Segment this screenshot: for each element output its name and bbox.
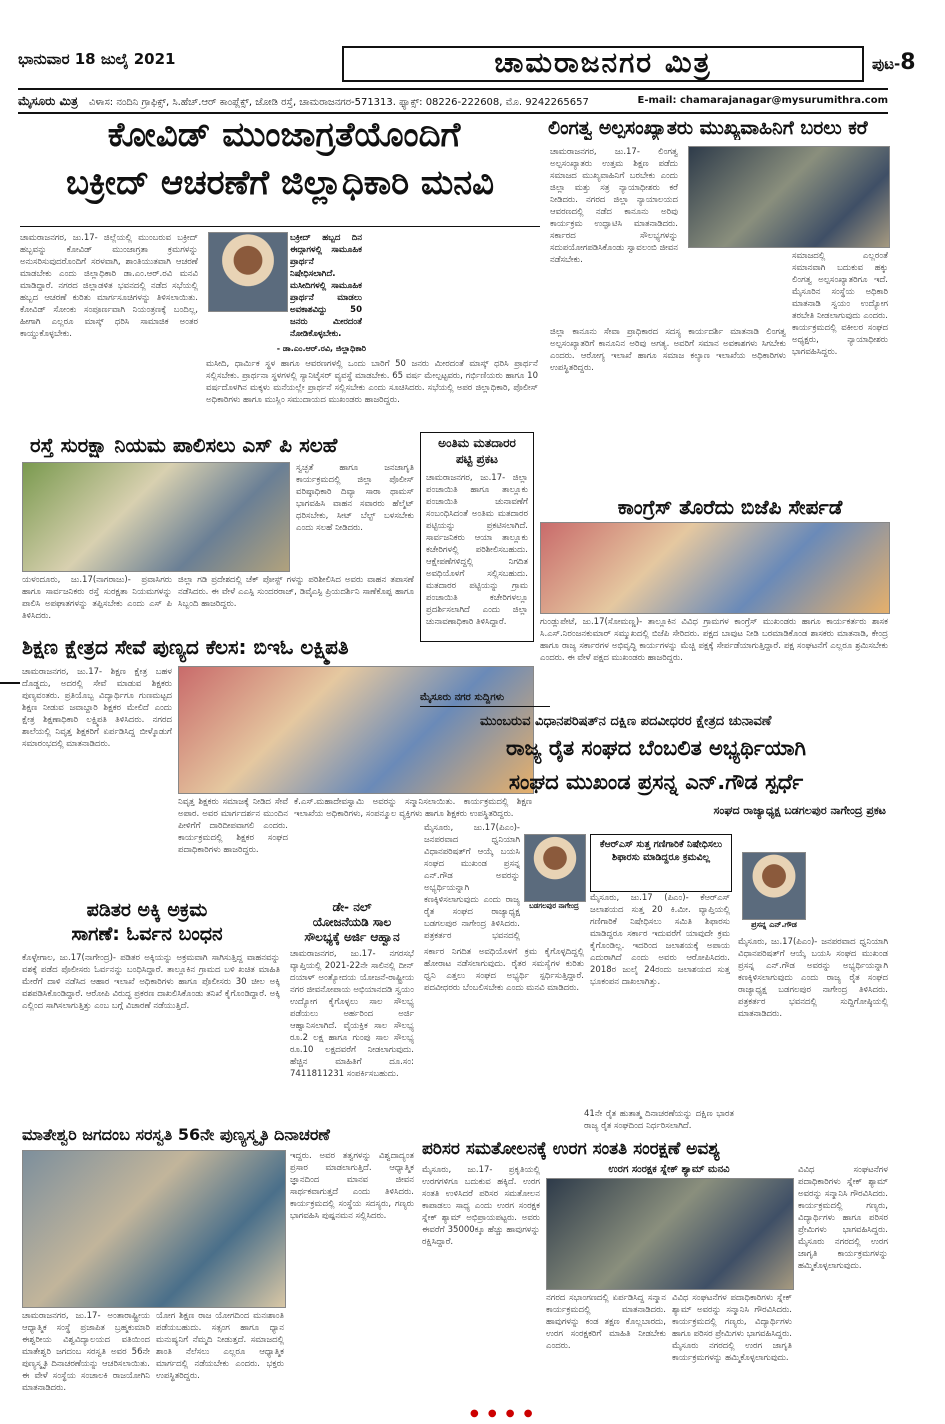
page-number	[872, 50, 916, 75]
krs-mining-box: ಕೆಆರ್‌ಎಸ್ ಸುತ್ತ ಗಣಿಗಾರಿಕೆ ನಿಷೇಧಿಸಲು ಶಿಫಾರಸು ಮಾಡಿದ್ದರೂ ಕ್ರಮವಿಲ್ಲ	[590, 834, 732, 892]
covid-headline-1: ಕೋವಿಡ್ ಮುಂಜಾಗ್ರತೆಯೊಂದಿಗೆ	[107, 115, 461, 155]
lingatta-body-3: ಸಮಾಜದಲ್ಲಿ ಎಲ್ಲರಂತೆ ಸಮಾನವಾಗಿ ಬದುಕುವ ಹಕ್ಕು ಲಿಂಗತ್ವ ಅಲ್ಪಸಂಖ್ಯಾತರಿಗೂ ಇದೆ. ಮೈಸೂರಿನ ಸಂಸ್ಥೆಯ ಅಧಿಕಾರಿ ಮಾತನಾಡಿ ಸ್ವಯಂ ಉದ್ಯೋಗ ತರಬೇತಿ ನೀಡಲಾಗುವುದು ಎಂದರು. ಕಾರ್ಯಕ್ರಮದಲ್ಲಿ ವಕೀಲರ ಸಂಘದ ಅಧ್ಯಕ್ಷರು, ನ್ಯಾಯಾಧೀಶರು ಭಾಗವಹಿಸಿದ್ದರು.	[792, 251, 888, 357]
road-safety-body-2: ಜಿಲ್ಲಾ ಗಡಿ ಪ್ರದೇಶದಲ್ಲಿ ಚೆಕ್ ಪೋಸ್ಟ್ ಗಳನ್ನು ಪರಿಶೀಲಿಸಿದ ಅವರು ವಾಹನ ತಪಾಸಣೆ ನಡೆಸಿದರು. ಈ ವೇಳೆ ಎಎಸ್ಪಿ ಸುಂದರರಾಜ್, ಡಿವೈಎಸ್ಪಿ ಪ್ರಿಯದರ್ಶಿನಿ ಸಾಣೆಕೊಪ್ಪ ಹಾಗೂ ಸಿಬ್ಬಂದಿ ಹಾಜರಿದ್ದರು.	[178, 575, 414, 609]
raitha-sangha-body-2: ಮೈಸೂರು, ಜು.17 (ಪಿಎಂ)- ಕೆಆರ್‌ಎಸ್ ಜಲಾಶಯದ ಸುತ್ತ 20 ಕಿ.ಮೀ. ವ್ಯಾಪ್ತಿಯಲ್ಲಿ ಗಣಿಗಾರಿಕೆ ನಿಷೇಧಿಸಲು ಸಮಿತಿ ಶಿಫಾರಸು ಮಾಡಿದ್ದರೂ ಸರ್ಕಾರ ಇದುವರೆಗೆ ಯಾವುದೇ ಕ್ರಮ ಕೈಗೊಂಡಿಲ್ಲ. ಇದರಿಂದ ಜಲಾಶಯಕ್ಕೆ ಅಪಾಯ ಎದುರಾಗಿದೆ ಎಂದು ಅವರು ಆರೋಪಿಸಿದರು. 2018ರ ಜುಲೈ 24ರಂದು ಜಲಾಶಯದ ಸುತ್ತ ಭೂಕಂಪನ ದಾಖಲಾಗಿತ್ತು.	[590, 893, 730, 987]
education-body-3: ಕೆ.ಎಸ್.ಮಹಾದೇವಸ್ವಾಮಿ ಅವರನ್ನು ಸನ್ಮಾನಿಸಲಾಯಿತು. ಕಾರ್ಯಕ್ರಮದಲ್ಲಿ ಶಿಕ್ಷಣ ಇಲಾಖೆಯ ಅಧಿಕಾರಿಗಳು, ಸಂಪನ್ಮೂಲ ವ್ಯಕ್ತಿಗಳು ಹಾಗೂ ಶಿಕ್ಷಕರು ಉಪಸ್ಥಿತರಿದ್ದರು.	[294, 797, 532, 819]
rice-fraud-headline-1: ಪಡಿತರ ಅಕ್ಕಿ ಅಕ್ರಮ	[86, 899, 208, 921]
snake-body-2: ನಗರದ ಸಭಾಂಗಣದಲ್ಲಿ ಏರ್ಪಡಿಸಿದ್ದ ಸನ್ಮಾನ ಕಾರ್ಯಕ್ರಮದಲ್ಲಿ ಮಾತನಾಡಿದರು. ಹಾವುಗಳನ್ನು ಕಂಡ ತಕ್ಷಣ ಕೊಲ್ಲಬಾರದು, ಉರಗ ಸಂರಕ್ಷಕರಿಗೆ ಮಾಹಿತಿ ನೀಡಬೇಕು ಎಂದರು.	[546, 1293, 666, 1351]
covid-body-2: ಮಸೀದಿ, ಧಾರ್ಮಿಕ ಸ್ಥಳ ಹಾಗೂ ಆವರಣಗಳಲ್ಲಿ ಒಂದು ಬಾರಿಗೆ 50 ಜನರು ಮೀರದಂತೆ ಮಾಸ್ಕ್ ಧರಿಸಿ ಪ್ರಾರ್ಥನೆ ಸಲ್ಲಿಸಬೇಕು. ಪ್ರಾರ್ಥನಾ ಸ್ಥಳಗಳಲ್ಲಿ ಸ್ಯಾನಿಟೈಸರ್ ವ್ಯವಸ್ಥೆ ಮಾಡಬೇಕು. 65 ವರ್ಷ ಮೇಲ್ಪಟ್ಟವರು, ಗರ್ಭಿಣಿಯರು ಹಾಗೂ 10 ವರ್ಷದೊಳಗಿನ ಮಕ್ಕಳು ಮನೆಯಲ್ಲೇ ಪ್ರಾರ್ಥನೆ ಸಲ್ಲಿಸಬೇಕು ಎಂದು ಸೂಚಿಸಿದರು. ಸಭೆಯಲ್ಲಿ ಅಪರ ಜಿಲ್ಲಾಧಿಕಾರಿ, ಪೊಲೀಸ್ ಅಧಿಕಾರಿಗಳು ಹಾಗೂ ಮುಸ್ಲಿಂ ಸಮುದಾಯದ ಮುಖಂಡರು ಹಾಜರಿದ್ದರು.	[206, 359, 538, 405]
nagendra-portrait	[524, 834, 586, 902]
education-body-1: ಚಾಮರಾಜನಗರ, ಜು.17- ಶಿಕ್ಷಣ ಕ್ಷೇತ್ರ ಬಹಳ ದೊಡ್ಡದು, ಅದರಲ್ಲಿ ಸೇವೆ ಮಾಡುವ ಶಿಕ್ಷಕರು ಪುಣ್ಯವಂತರು. ಪ್ರತಿಯೊಬ್ಬ ವಿದ್ಯಾರ್ಥಿಗೂ ಗುಣಮಟ್ಟದ ಶಿಕ್ಷಣ ನೀಡುವ ಜವಾಬ್ದಾರಿ ಶಿಕ್ಷಕರ ಮೇಲಿದೆ ಎಂದು ಕ್ಷೇತ್ರ ಶಿಕ್ಷಣಾಧಿಕಾರಿ ಲಕ್ಷ್ಮಿಪತಿ ತಿಳಿಸಿದರು. ನಗರದ ಶಾಲೆಯಲ್ಲಿ ನಿವೃತ್ತ ಶಿಕ್ಷಕರಿಗೆ ಏರ್ಪಡಿಸಿದ್ದ ಬೀಳ್ಕೊಡುಗೆ ಸಮಾರಂಭದಲ್ಲಿ ಮಾತನಾಡಿದರು.	[22, 667, 172, 749]
lingatta-body-2: ಜಿಲ್ಲಾ ಕಾನೂನು ಸೇವಾ ಪ್ರಾಧಿಕಾರದ ಸದಸ್ಯ ಕಾರ್ಯದರ್ಶಿ ಮಾತನಾಡಿ ಲಿಂಗತ್ವ ಅಲ್ಪಸಂಖ್ಯಾತರಿಗೆ ಕಾನೂನಿನ ಅರಿವು ಅಗತ್ಯ. ಅವರಿಗೆ ಸಮಾನ ಅವಕಾಶಗಳು ಸಿಗಬೇಕು ಎಂದರು. ಆರೋಗ್ಯ ಇಲಾಖೆ ಹಾಗೂ ಸಮಾಜ ಕಲ್ಯಾಣ ಇಲಾಖೆಯ ಅಧಿಕಾರಿಗಳು ಉಪಸ್ಥಿತರಿದ್ದರು.	[550, 327, 786, 373]
congress-bjp-photo	[540, 522, 890, 614]
covid-body-1: ಚಾಮರಾಜನಗರ, ಜು.17- ಜಿಲ್ಲೆಯಲ್ಲಿ ಮುಂಬರುವ ಬಕ್ರೀದ್ ಹಬ್ಬವನ್ನು ಕೋವಿಡ್ ಮುಂಜಾಗ್ರತಾ ಕ್ರಮಗಳನ್ನು ಅನುಸರಿಸುವುದರೊಂದಿಗೆ ಸರಳವಾಗಿ, ಶಾಂತಿಯುತವಾಗಿ ಆಚರಣೆ ಮಾಡಬೇಕು ಎಂದು ಜಿಲ್ಲಾಧಿಕಾರಿ ಡಾ.ಎಂ.ಆರ್.ರವಿ ಮನವಿ ಮಾಡಿದ್ದಾರೆ. ನಗರದ ಜಿಲ್ಲಾಡಳಿತ ಭವನದಲ್ಲಿ ನಡೆದ ಸಭೆಯಲ್ಲಿ ಹಬ್ಬದ ಆಚರಣೆ ಕುರಿತು ಮಾರ್ಗಸೂಚಿಗಳನ್ನು ತಿಳಿಸಲಾಯಿತು. ಕೋವಿಡ್ ಸೋಂಕು ಸಂಪೂರ್ಣವಾಗಿ ನಿಯಂತ್ರಣಕ್ಕೆ ಬಂದಿಲ್ಲ, ಹೀಗಾಗಿ ಎಲ್ಲರೂ ಮಾಸ್ಕ್ ಧರಿಸಿ ಸಾಮಾಜಿಕ ಅಂತರ ಕಾಯ್ದುಕೊಳ್ಳಬೇಕು.	[20, 233, 198, 339]
covid-headline-2: ಬಕ್ರೀದ್ ಆಚರಣೆಗೆ ಜಿಲ್ಲಾಧಿಕಾರಿ ಮನವಿ	[65, 163, 495, 203]
voter-list-headline-2: ಪಟ್ಟಿ ಪ್ರಕಟ	[455, 452, 499, 466]
congress-bjp-body: ಗುಂಡ್ಲುಪೇಟೆ, ಜು.17(ಸೋಮಣ್ಣ)- ತಾಲ್ಲೂಕಿನ ವಿವಿಧ ಗ್ರಾಮಗಳ ಕಾಂಗ್ರೆಸ್ ಮುಖಂಡರು ಹಾಗೂ ಕಾರ್ಯಕರ್ತರು ಶಾಸಕ ಸಿ.ಎಸ್.ನಿರಂಜನಕುಮಾರ್ ಸಮ್ಮುಖದಲ್ಲಿ ಬಿಜೆಪಿ ಸೇರಿದರು. ಪಕ್ಷದ ಬಾವುಟ ನೀಡಿ ಬರಮಾಡಿಕೊಂಡ ಶಾಸಕರು ಮಾತನಾಡಿ, ಕೇಂದ್ರ ಹಾಗೂ ರಾಜ್ಯ ಸರ್ಕಾರಗಳ ಅಭಿವೃದ್ಧಿ ಕಾರ್ಯಗಳನ್ನು ಮೆಚ್ಚಿ ಪಕ್ಷಕ್ಕೆ ಸೇರ್ಪಡೆಯಾಗುತ್ತಿದ್ದಾರೆ. ಪಕ್ಷ ಸಂಘಟನೆಗೆ ಎಲ್ಲರೂ ಶ್ರಮಿಸಬೇಕು ಎಂದರು. ಈ ವೇಳೆ ಪಕ್ಷದ ಮುಖಂಡರು ಹಾಜರಿದ್ದರು.	[540, 617, 888, 663]
newspaper-title: ಚಾಮರಾಜನಗರ ಮಿತ್ರ	[342, 46, 864, 82]
dnl-headline-2: ಯೋಜನೆಯಡಿ ಸಾಲ	[312, 915, 392, 929]
dnl-body: ಚಾಮರಾಜನಗರ, ಜು.17- ನಗರಸಭೆ ವ್ಯಾಪ್ತಿಯಲ್ಲಿ 2021-22ನೇ ಸಾಲಿನಲ್ಲಿ ದೀನ್ ದಯಾಳ್ ಅಂತ್ಯೋದಯ ಯೋಜನೆ-ರಾಷ್ಟ್ರೀಯ ನಗರ ಜೀವನೋಪಾಯ ಅಭಿಯಾನದಡಿ ಸ್ವಯಂ ಉದ್ಯೋಗ ಕೈಗೊಳ್ಳಲು ಸಾಲ ಸೌಲಭ್ಯ ಪಡೆಯಲು ಅರ್ಹರಿಂದ ಅರ್ಜಿ ಆಹ್ವಾನಿಸಲಾಗಿದೆ. ವೈಯಕ್ತಿಕ ಸಾಲ ಸೌಲಭ್ಯ ರೂ.2 ಲಕ್ಷ ಹಾಗೂ ಗುಂಪು ಸಾಲ ಸೌಲಭ್ಯ ರೂ.10 ಲಕ್ಷದವರೆಗೆ ನೀಡಲಾಗುವುದು. ಹೆಚ್ಚಿನ ಮಾಹಿತಿಗೆ ದೂ.ಸಂ: 7411811231 ಸಂಪರ್ಕಿಸಬಹುದು.	[290, 949, 414, 1079]
issue-date: ಭಾನುವಾರ 18 ಜುಲೈ 2021	[18, 50, 176, 68]
snake-headline: ಪರಿಸರ ಸಮತೋಲನಕ್ಕೆ ಉರಗ ಸಂತತಿ ಸಂರಕ್ಷಣೆ ಅವಶ್ಯ	[422, 1139, 720, 1159]
prasanna-gowda-caption: ಪ್ರಸನ್ನ ಎನ್.ಗೌಡ	[751, 920, 797, 929]
congress-bjp-headline: ಕಾಂಗ್ರೆಸ್ ತೊರೆದು ಬಿಜೆಪಿ ಸೇರ್ಪಡೆ	[617, 495, 843, 519]
road-safety-photo	[22, 462, 290, 572]
dnl-headline-3: ಸೌಲಭ್ಯಕ್ಕೆ ಅರ್ಜಿ ಆಹ್ವಾನ	[304, 930, 400, 944]
jagadamba-body-3: ಇದ್ದರು. ಅವರ ತತ್ವಗಳನ್ನು ವಿಶ್ವದಾದ್ಯಂತ ಪ್ರಸಾರ ಮಾಡಲಾಗುತ್ತಿದೆ. ಆಧ್ಯಾತ್ಮಿಕ ಜ್ಞಾನದಿಂದ ಮಾನವ ಜೀವನ ಸಾರ್ಥಕವಾಗುತ್ತದೆ ಎಂದು ತಿಳಿಸಿದರು. ಕಾರ್ಯಕ್ರಮದಲ್ಲಿ ಸಂಸ್ಥೆಯ ಸದಸ್ಯರು, ಗಣ್ಯರು ಭಾಗವಹಿಸಿ ಪುಷ್ಪನಮನ ಸಲ್ಲಿಸಿದರು.	[290, 1151, 414, 1221]
email-address[interactable]: E-mail: chamarajanagar@mysurumithra.com	[637, 95, 888, 106]
snake-body-3: ವಿವಿಧ ಸಂಘಟನೆಗಳ ಪದಾಧಿಕಾರಿಗಳು ಸ್ನೇಕ್ ಶ್ಯಾಮ್ ಅವರನ್ನು ಸನ್ಮಾನಿಸಿ ಗೌರವಿಸಿದರು. ಕಾರ್ಯಕ್ರಮದಲ್ಲಿ ಗಣ್ಯರು, ವಿದ್ಯಾರ್ಥಿಗಳು ಹಾಗೂ ಪರಿಸರ ಪ್ರೇಮಿಗಳು ಭಾಗವಹಿಸಿದ್ದರು. ಮೈಸೂರು ನಗರದಲ್ಲಿ ಉರಗ ಜಾಗೃತಿ ಕಾರ್ಯಕ್ರಮಗಳನ್ನು ಹಮ್ಮಿಕೊಳ್ಳಲಾಗುವುದು.	[672, 1293, 792, 1363]
raitha-sangha-body-3: ಸರ್ಕಾರ ನಿಗದಿತ ಅವಧಿಯೊಳಗೆ ಕ್ರಮ ಕೈಗೊಳ್ಳದಿದ್ದಲ್ಲಿ ಹೋರಾಟ ನಡೆಸಲಾಗುವುದು. ರೈತರ ಸಮಸ್ಯೆಗಳ ಕುರಿತು ಧ್ವನಿ ಎತ್ತಲು ಸಂಘದ ಅಭ್ಯರ್ಥಿ ಸ್ಪರ್ಧಿಸುತ್ತಿದ್ದಾರೆ. ಪದವೀಧರರು ಬೆಂಬಲಿಸಬೇಕು ಎಂದು ಮನವಿ ಮಾಡಿದರು.	[424, 947, 584, 993]
mysuru-news-section-tag: ಮೈಸೂರು ನಗರ ಸುದ್ದಿಗಳು	[420, 692, 550, 707]
jagadamba-headline: ಮಾತೇಶ್ವರಿ ಜಗದಂಬ ಸರಸ್ವತಿ 56ನೇ ಪುಣ್ಯಸ್ಮೃತಿ ದಿನಾಚರಣೆ	[22, 1125, 330, 1144]
jagadamba-photo	[22, 1150, 286, 1308]
raitha-sangha-body-1: ಮೈಸೂರು, ಜು.17(ಪಿಎಂ)- ಜನಪರವಾದ ಧ್ವನಿಯಾಗಿ ವಿಧಾನಪರಿಷತ್‌ಗೆ ಆಯ್ಕೆ ಬಯಸಿ ಸಂಘದ ಮುಖಂಡ ಪ್ರಸನ್ನ ಎನ್.ಗೌಡ ಅವರನ್ನು ಅಭ್ಯರ್ಥಿಯನ್ನಾಗಿ ಕಣಕ್ಕಿಳಿಸಲಾಗುವುದು ಎಂದು ರಾಜ್ಯ ರೈತ ಸಂಘದ ರಾಜ್ಯಾಧ್ಯಕ್ಷ ಬಡಗಲಪುರ ನಾಗೇಂದ್ರ ತಿಳಿಸಿದರು. ಪತ್ರಕರ್ತರ ಭವನದಲ್ಲಿ	[424, 823, 520, 941]
info-bar	[18, 88, 888, 114]
dnl-headline-1: ಡೇ- ನಲ್	[332, 900, 372, 914]
raitha-sangha-kicker: ಮುಂಬರುವ ವಿಧಾನಪರಿಷತ್‌ನ ದಕ್ಷಿಣ ಪದವೀಧರರ ಕ್ಷೇತ್ರದ ಚುನಾವಣೆ	[480, 714, 772, 729]
covid-quote-attribution: - ಡಾ.ಎಂ.ಆರ್.ರವಿ, ಜಿಲ್ಲಾಧಿಕಾರಿ	[276, 344, 366, 353]
lingatta-headline: ಲಿಂಗತ್ವ ಅಲ್ಪಸಂಖ್ಯಾತರು ಮುಖ್ಯವಾಹಿನಿಗೆ ಬರಲು ಕರೆ	[548, 118, 868, 139]
voter-list-headline-1: ಅಂತಿಮ ಮತದಾರರ	[438, 436, 516, 450]
raitha-sangha-headline-2: ಸಂಘದ ಮುಖಂಡ ಪ್ರಸನ್ನ ಎನ್.ಗೌಡ ಸ್ಪರ್ಧೆ	[508, 770, 804, 794]
collector-portrait	[208, 232, 288, 312]
raitha-sangha-headline-1: ರಾಜ್ಯ ರೈತ ಸಂಘದ ಬೆಂಬಲಿತ ಅಭ್ಯರ್ಥಿಯಾಗಿ	[506, 736, 806, 760]
road-safety-body-1: ಸ್ವಚ್ಛತೆ ಹಾಗೂ ಜನಜಾಗೃತಿ ಕಾರ್ಯಕ್ರಮದಲ್ಲಿ ಜಿಲ್ಲಾ ಪೊಲೀಸ್ ವರಿಷ್ಠಾಧಿಕಾರಿ ದಿವ್ಯಾ ಸಾರಾ ಥಾಮಸ್ ಭಾಗವಹಿಸಿ ವಾಹನ ಸವಾರರು ಹೆಲ್ಮೆಟ್ ಧರಿಸಬೇಕು, ಸೀಟ್ ಬೆಲ್ಟ್ ಬಳಸಬೇಕು ಎಂದು ಸಲಹೆ ನೀಡಿದರು.	[296, 463, 414, 533]
covid-quote: ಬಕ್ರೀದ್ ಹಬ್ಬದ ದಿನ ಈದ್ಗಾಗಳಲ್ಲಿ ಸಾಮೂಹಿಕ ಪ್ರಾರ್ಥನೆ ನಿಷೇಧಿಸಲಾಗಿದೆ. ಮಸೀದಿಗಳಲ್ಲಿ ಸಾಮೂಹಿಕ ಪ್ರಾರ್ಥನೆ ಮಾಡಲು ಅವಕಾಶವಿದ್ದು 50 ಜನರು ಮೀರದಂತೆ ನೋಡಿಕೊಳ್ಳಬೇಕು.	[290, 233, 362, 339]
jagadamba-body-2: ಯೋಗ ಶಿಕ್ಷಣ ರಾಜ ಯೋಗದಿಂದ ಮನಃಶಾಂತಿ ಪಡೆಯಬಹುದು. ಸತ್ಸಂಗ ಹಾಗೂ ಧ್ಯಾನ ಮನುಷ್ಯನಿಗೆ ನೆಮ್ಮದಿ ನೀಡುತ್ತದೆ. ಸಮಾಜದಲ್ಲಿ ಶಾಂತಿ ನೆಲೆಸಲು ಎಲ್ಲರೂ ಆಧ್ಯಾತ್ಮಿಕ ಮಾರ್ಗದಲ್ಲಿ ನಡೆಯಬೇಕು ಎಂದರು. ಭಕ್ತರು ಉಪಸ್ಥಿತರಿದ್ದರು.	[156, 1311, 284, 1381]
raitha-sangha-box-caption: 41ನೇ ರೈತ ಹುತಾತ್ಮ ದಿನಾಚರಣೆಯನ್ನು ದಕ್ಷಿಣ ಭಾರತ ರಾಜ್ಯ ರೈತ ಸಂಘದಿಂದ ನಿರ್ಧರಿಸಲಾಗಿದೆ.	[584, 1109, 734, 1131]
nagendra-caption: ಬಡಗಲಪುರ ನಾಗೇಂದ್ರ	[529, 902, 579, 910]
jagadamba-body-1: ಚಾಮರಾಜನಗರ, ಜು.17- ಅಂತಾರಾಷ್ಟ್ರೀಯ ಆಧ್ಯಾತ್ಮಿಕ ಸಂಸ್ಥೆ ಪ್ರಜಾಪಿತ ಬ್ರಹ್ಮಕುಮಾರಿ ಈಶ್ವರೀಯ ವಿಶ್ವವಿದ್ಯಾಲಯದ ವತಿಯಿಂದ ಮಾತೇಶ್ವರಿ ಜಗದಂಬ ಸರಸ್ವತಿ ಅವರ 56ನೇ ಪುಣ್ಯಸ್ಮೃತಿ ದಿನಾಚರಣೆಯನ್ನು ಆಚರಿಸಲಾಯಿತು. ಈ ವೇಳೆ ಸಂಸ್ಥೆಯ ಸಂಚಾಲಕಿ ರಾಜಯೋಗಿನಿ ಮಾತನಾಡಿದರು.	[22, 1311, 150, 1393]
voter-list-body: ಚಾಮರಾಜನಗರ, ಜು.17- ಜಿಲ್ಲಾ ಪಂಚಾಯಿತಿ ಹಾಗೂ ತಾಲ್ಲೂಕು ಪಂಚಾಯಿತಿ ಚುನಾವಣೆಗೆ ಸಂಬಂಧಿಸಿದಂತೆ ಅಂತಿಮ ಮತದಾರರ ಪಟ್ಟಿಯನ್ನು ಪ್ರಕಟಿಸಲಾಗಿದೆ. ಸಾರ್ವಜನಿಕರು ಆಯಾ ತಾಲ್ಲೂಕು ಕಚೇರಿಗಳಲ್ಲಿ ಪರಿಶೀಲಿಸಬಹುದು. ಆಕ್ಷೇಪಣೆಗಳಿದ್ದಲ್ಲಿ ನಿಗದಿತ ಅವಧಿಯೊಳಗೆ ಸಲ್ಲಿಸಬಹುದು. ಮತದಾರರ ಪಟ್ಟಿಯನ್ನು ಗ್ರಾಮ ಪಂಚಾಯಿತಿ ಕಚೇರಿಗಳಲ್ಲೂ ಪ್ರದರ್ಶಿಸಲಾಗಿದೆ ಎಂದು ಜಿಲ್ಲಾ ಚುನಾವಣಾಧಿಕಾರಿ ತಿಳಿಸಿದ್ದಾರೆ.	[426, 473, 528, 627]
snake-body-4: ವಿವಿಧ ಸಂಘಟನೆಗಳ ಪದಾಧಿಕಾರಿಗಳು ಸ್ನೇಕ್ ಶ್ಯಾಮ್ ಅವರನ್ನು ಸನ್ಮಾನಿಸಿ ಗೌರವಿಸಿದರು. ಕಾರ್ಯಕ್ರಮದಲ್ಲಿ ಗಣ್ಯರು, ವಿದ್ಯಾರ್ಥಿಗಳು ಹಾಗೂ ಪರಿಸರ ಪ್ರೇಮಿಗಳು ಭಾಗವಹಿಸಿದ್ದರು. ಮೈಸೂರು ನಗರದಲ್ಲಿ ಉರಗ ಜಾಗೃತಿ ಕಾರ್ಯಕ್ರಮಗಳನ್ನು ಹಮ್ಮಿಕೊಳ್ಳಲಾಗುವುದು.	[798, 1165, 888, 1271]
page-number-value: 8	[900, 50, 916, 75]
registration-marks: ● ● ● ●	[470, 1408, 536, 1419]
lingatta-body-1: ಚಾಮರಾಜನಗರ, ಜು.17- ಲಿಂಗತ್ವ ಅಲ್ಪಸಂಖ್ಯಾತರು ಉತ್ತಮ ಶಿಕ್ಷಣ ಪಡೆದು ಸಮಾಜದ ಮುಖ್ಯವಾಹಿನಿಗೆ ಬರಬೇಕು ಎಂದು ಜಿಲ್ಲಾ ಮತ್ತು ಸತ್ರ ನ್ಯಾಯಾಧೀಶರು ಕರೆ ನೀಡಿದರು. ನಗರದ ಜಿಲ್ಲಾ ನ್ಯಾಯಾಲಯದ ಆವರಣದಲ್ಲಿ ನಡೆದ ಕಾನೂನು ಅರಿವು ಕಾರ್ಯಕ್ರಮ ಉದ್ಘಾಟಿಸಿ ಮಾತನಾಡಿದರು. ಸರ್ಕಾರದ ಸೌಲಭ್ಯಗಳನ್ನು ಸದುಪಯೋಗಪಡಿಸಿಕೊಂಡು ಸ್ವಾವಲಂಬಿ ಜೀವನ ನಡೆಸಬೇಕು.	[550, 147, 678, 265]
page-label: ಪುಟ-	[872, 55, 901, 73]
address-line: ವಿಳಾಸ: ನಂದಿನಿ ಗ್ರಾಫಿಕ್ಸ್, ಸಿ.ಹೆಚ್.ಆರ್ ಕಾಂಪ್ಲೆಕ್ಸ್, ಜೋಡಿ ರಸ್ತೆ, ಚಾಮರಾಜನಗರ-571313. ಫ್ಯಾಕ್ಸ್: 08226-222608, ಮೊ. 9242265657	[89, 97, 589, 108]
lingatta-event-photo	[688, 146, 890, 248]
education-headline: ಶಿಕ್ಷಣ ಕ್ಷೇತ್ರದ ಸೇವೆ ಪುಣ್ಯದ ಕೆಲಸ: ಬಿಇಓ ಲಕ್ಷ್ಮಿಪತಿ	[22, 635, 349, 659]
road-safety-caption: ಯಳಂದೂರು, ಜು.17(ನಾಗರಾಜು)- ಪ್ರವಾಸಿಗರು ಹಾಗೂ ಸಾರ್ವಜನಿಕರು ರಸ್ತೆ ಸುರಕ್ಷತಾ ನಿಯಮಗಳನ್ನು ಪಾಲಿಸಿ ಅಪಘಾತಗಳನ್ನು ತಪ್ಪಿಸಬೇಕು ಎಂದು ಎಸ್ ಪಿ ತಿಳಿಸಿದರು.	[22, 575, 172, 621]
brand-name: ಮೈಸೂರು ಮಿತ್ರ	[18, 94, 78, 108]
raitha-sangha-subhead: ಸಂಘದ ರಾಜ್ಯಾಧ್ಯಕ್ಷ ಬಡಗಲಪುರ ನಾಗೇಂದ್ರ ಪ್ರಕಟ	[713, 804, 886, 817]
snake-body-1: ಮೈಸೂರು, ಜು.17- ಪ್ರಕೃತಿಯಲ್ಲಿ ಉರಗಗಳಿಗೂ ಬದುಕುವ ಹಕ್ಕಿದೆ. ಉರಗ ಸಂತತಿ ಉಳಿಸಿದರೆ ಪರಿಸರ ಸಮತೋಲನ ಕಾಪಾಡಲು ಸಾಧ್ಯ ಎಂದು ಉರಗ ಸಂರಕ್ಷಕ ಸ್ನೇಕ್ ಶ್ಯಾಮ್ ಅಭಿಪ್ರಾಯಪಟ್ಟರು. ಅವರು ಈವರೆಗೆ 35000ಕ್ಕೂ ಹೆಚ್ಚು ಹಾವುಗಳನ್ನು ರಕ್ಷಿಸಿದ್ದಾರೆ.	[422, 1165, 540, 1247]
snake-shyam-photo	[546, 1178, 794, 1290]
fold-cut-mark	[0, 682, 20, 684]
rice-fraud-body: ಕೊಳ್ಳೇಗಾಲ, ಜು.17(ನಾಗೇಂದ್ರ)- ಪಡಿತರ ಅಕ್ಕಿಯನ್ನು ಅಕ್ರಮವಾಗಿ ಸಾಗಿಸುತ್ತಿದ್ದ ವಾಹನವನ್ನು ವಶಕ್ಕೆ ಪಡೆದ ಪೊಲೀಸರು ಓರ್ವನನ್ನು ಬಂಧಿಸಿದ್ದಾರೆ. ತಾಲ್ಲೂಕಿನ ಗ್ರಾಮದ ಬಳಿ ಖಚಿತ ಮಾಹಿತಿ ಮೇರೆಗೆ ದಾಳಿ ನಡೆಸಿದ ಆಹಾರ ಇಲಾಖೆ ಅಧಿಕಾರಿಗಳು ಹಾಗೂ ಪೊಲೀಸರು 30 ಚೀಲ ಅಕ್ಕಿ ವಶಪಡಿಸಿಕೊಂಡಿದ್ದಾರೆ. ಆರೋಪಿ ವಿರುದ್ಧ ಪ್ರಕರಣ ದಾಖಲಿಸಿಕೊಂಡು ತನಿಖೆ ಕೈಗೊಂಡಿದ್ದಾರೆ. ಅಕ್ಕಿ ಎಲ್ಲಿಂದ ಸಾಗಿಸಲಾಗುತ್ತಿತ್ತು ಎಂಬ ಬಗ್ಗೆ ವಿಚಾರಣೆ ನಡೆಯುತ್ತಿದೆ.	[22, 953, 280, 1011]
education-body-2: ನಿವೃತ್ತ ಶಿಕ್ಷಕರು ಸಮಾಜಕ್ಕೆ ನೀಡಿದ ಸೇವೆ ಅಪಾರ. ಅವರ ಮಾರ್ಗದರ್ಶನ ಮುಂದಿನ ಪೀಳಿಗೆಗೆ ದಾರಿದೀಪವಾಗಲಿ ಎಂದರು. ಕಾರ್ಯಕ್ರಮದಲ್ಲಿ ಶಿಕ್ಷಕರ ಸಂಘದ ಪದಾಧಿಕಾರಿಗಳು ಹಾಜರಿದ್ದರು.	[178, 797, 288, 855]
prasanna-gowda-portrait	[742, 852, 806, 920]
raitha-sangha-body-4: ಮೈಸೂರು, ಜು.17(ಪಿಎಂ)- ಜನಪರವಾದ ಧ್ವನಿಯಾಗಿ ವಿಧಾನಪರಿಷತ್‌ಗೆ ಆಯ್ಕೆ ಬಯಸಿ ಸಂಘದ ಮುಖಂಡ ಪ್ರಸನ್ನ ಎನ್.ಗೌಡ ಅವರನ್ನು ಅಭ್ಯರ್ಥಿಯನ್ನಾಗಿ ಕಣಕ್ಕಿಳಿಸಲಾಗುವುದು ಎಂದು ರಾಜ್ಯ ರೈತ ಸಂಘದ ರಾಜ್ಯಾಧ್ಯಕ್ಷ ಬಡಗಲಪುರ ನಾಗೇಂದ್ರ ತಿಳಿಸಿದರು. ಪತ್ರಕರ್ತರ ಭವನದಲ್ಲಿ ಸುದ್ದಿಗೋಷ್ಠಿಯಲ್ಲಿ ಮಾತನಾಡಿದರು.	[738, 937, 888, 1019]
snake-subhead: ಉರಗ ಸಂರಕ್ಷಕ ಸ್ನೇಕ್ ಶ್ಯಾಮ್ ಮನವಿ	[608, 1164, 730, 1175]
road-safety-headline: ರಸ್ತೆ ಸುರಕ್ಷಾ ನಿಯಮ ಪಾಲಿಸಲು ಎಸ್ ಪಿ ಸಲಹೆ	[30, 433, 338, 457]
rice-fraud-headline-2: ಸಾಗಣೆ: ಓರ್ವನ ಬಂಧನ	[71, 923, 223, 945]
covid-rule	[20, 226, 540, 227]
